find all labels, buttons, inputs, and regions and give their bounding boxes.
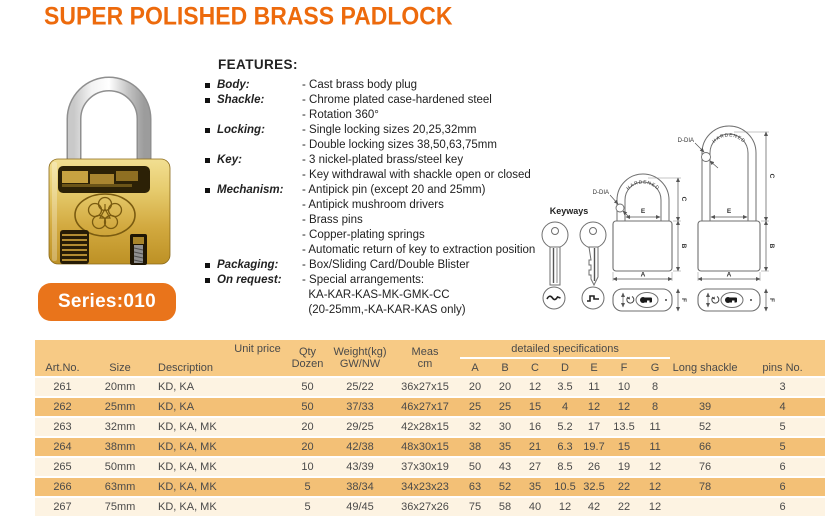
table-cell: 22 xyxy=(608,498,640,516)
table-cell: 32.5 xyxy=(580,478,608,496)
col-header-description: Description xyxy=(150,340,230,376)
table-cell: KD, KA xyxy=(150,398,230,416)
table-cell: 30 xyxy=(490,418,520,436)
table-cell: 12 xyxy=(608,398,640,416)
table-cell: 8 xyxy=(640,378,670,396)
feature-line: - Double locking sizes 38,50,63,75mm xyxy=(302,139,497,151)
table-cell: 13.5 xyxy=(608,418,640,436)
table-cell xyxy=(230,458,285,476)
weight-line2: GW/NW xyxy=(339,358,381,370)
table-cell: 12 xyxy=(640,458,670,476)
table-cell: 19 xyxy=(608,458,640,476)
feature-line: - Box/Sliding Card/Double Blister xyxy=(302,259,470,271)
table-cell: 63mm xyxy=(90,478,150,496)
table-cell: 17 xyxy=(580,418,608,436)
col-header-weight xyxy=(330,340,390,376)
qty-line1: Qty xyxy=(298,346,317,358)
feature-label: Packaging: xyxy=(205,258,302,273)
col-header-size: Size xyxy=(90,340,150,376)
feature-line: - Cast brass body plug xyxy=(302,79,418,91)
feature-item xyxy=(205,93,535,123)
keyway-profile-icon xyxy=(543,287,565,309)
table-cell: 25 xyxy=(460,398,490,416)
feature-label: Key: xyxy=(205,153,302,168)
table-cell: 35 xyxy=(520,478,550,496)
table-cell: 22 xyxy=(608,478,640,496)
d-dia-label: D-DIA xyxy=(677,138,694,144)
feature-line: - Single locking sizes 20,25,32mm xyxy=(302,124,477,136)
table-cell: 6.3 xyxy=(550,438,580,456)
square-bullet-icon xyxy=(205,188,210,193)
feature-line: - Rotation 360° xyxy=(302,109,379,121)
series-badge: Series:010 xyxy=(38,283,176,321)
padlock-photo xyxy=(33,57,185,267)
table-cell: 38/34 xyxy=(330,478,390,496)
col-header-artno: Art.No. xyxy=(35,340,90,376)
padlock-photo-svg xyxy=(33,57,185,267)
weight-line1: Weight(kg) xyxy=(333,346,387,358)
table-cell: 42/38 xyxy=(330,438,390,456)
table-cell: 39 xyxy=(670,398,740,416)
table-cell: 12 xyxy=(640,478,670,496)
feature-line: - Antipick pin (except 20 and 25mm) xyxy=(302,184,486,196)
table-cell: KD, KA xyxy=(150,378,230,396)
col-header-qty xyxy=(285,340,330,376)
table-cell: 43/39 xyxy=(330,458,390,476)
hardened-label: HARDENED xyxy=(712,133,746,145)
col-header-b: B xyxy=(490,359,520,376)
table-cell: 50 xyxy=(285,378,330,396)
table-cell: 11 xyxy=(580,378,608,396)
technical-diagram xyxy=(520,101,832,327)
table-cell xyxy=(670,378,740,396)
table-cell: 40 xyxy=(520,498,550,516)
table-cell xyxy=(230,438,285,456)
table-row xyxy=(35,478,825,496)
dim-e-label: E xyxy=(726,208,732,215)
table-cell xyxy=(230,478,285,496)
table-cell: 25mm xyxy=(90,398,150,416)
table-cell: 38mm xyxy=(90,438,150,456)
col-header-long-shackle: Long shackle xyxy=(670,340,740,376)
feature-item xyxy=(205,183,535,258)
padlock-body xyxy=(49,159,170,265)
table-cell: 21 xyxy=(520,438,550,456)
table-cell: 262 xyxy=(35,398,90,416)
feature-line: - Chrome plated case-hardened steel xyxy=(302,94,492,106)
table-cell: 15 xyxy=(608,438,640,456)
col-header-e: E xyxy=(580,359,608,376)
features-heading: FEATURES: xyxy=(218,57,298,72)
col-header-f: F xyxy=(608,359,640,376)
feature-lines xyxy=(302,123,497,153)
spec-table-body xyxy=(35,378,825,516)
table-row xyxy=(35,418,825,436)
feature-line: - Key withdrawal with shackle open or closed xyxy=(302,169,531,181)
table-cell: 42x28x15 xyxy=(390,418,460,436)
feature-label: Mechanism: xyxy=(205,183,302,198)
keyway-profile-icon xyxy=(582,287,604,309)
table-cell: 5.2 xyxy=(550,418,580,436)
feature-item xyxy=(205,273,535,318)
table-cell: 11 xyxy=(640,418,670,436)
table-cell: 32mm xyxy=(90,418,150,436)
table-cell: 5 xyxy=(285,498,330,516)
table-cell xyxy=(230,498,285,516)
table-cell: 52 xyxy=(490,478,520,496)
table-row xyxy=(35,398,825,416)
dim-c-label: C xyxy=(768,173,775,179)
col-header-d: D xyxy=(550,359,580,376)
feature-item xyxy=(205,153,535,183)
dim-f-label: F xyxy=(768,298,775,302)
right-cutaway xyxy=(130,234,147,265)
table-cell xyxy=(230,378,285,396)
table-cell: 10 xyxy=(608,378,640,396)
col-header-meas xyxy=(390,340,460,376)
qty-line2: Dozen xyxy=(291,358,324,370)
square-bullet-icon xyxy=(205,278,210,283)
table-cell: 42 xyxy=(580,498,608,516)
table-cell: 4 xyxy=(740,398,825,416)
table-cell: 16 xyxy=(520,418,550,436)
table-cell: 3 xyxy=(740,378,825,396)
table-cell: 6 xyxy=(740,498,825,516)
feature-label: Shackle: xyxy=(205,93,302,108)
table-cell: 29/25 xyxy=(330,418,390,436)
page-title: SUPER POLISHED BRASS PADLOCK xyxy=(44,2,453,31)
table-cell: 5 xyxy=(740,438,825,456)
table-cell: 11 xyxy=(640,438,670,456)
feature-line: - Antipick mushroom drivers xyxy=(302,199,444,211)
feature-lines xyxy=(302,258,469,273)
table-cell: 263 xyxy=(35,418,90,436)
table-cell: 264 xyxy=(35,438,90,456)
table-row xyxy=(35,438,825,456)
hardened-label: HARDENED xyxy=(626,180,660,192)
table-cell: 50 xyxy=(460,458,490,476)
col-header-unit-price: Unit price xyxy=(230,340,285,376)
table-cell: 261 xyxy=(35,378,90,396)
square-bullet-icon xyxy=(205,83,210,88)
table-cell xyxy=(230,418,285,436)
table-cell: KD, KA, MK xyxy=(150,418,230,436)
table-cell: 4 xyxy=(550,398,580,416)
table-cell: 78 xyxy=(670,478,740,496)
dim-e-label: E xyxy=(640,208,646,215)
table-cell: 25/22 xyxy=(330,378,390,396)
table-cell: 10.5 xyxy=(550,478,580,496)
table-cell: 19.7 xyxy=(580,438,608,456)
feature-line: - Automatic return of key to extraction position xyxy=(302,244,536,256)
table-cell: 48x30x15 xyxy=(390,438,460,456)
table-cell: 6 xyxy=(740,478,825,496)
table-cell: 20 xyxy=(490,378,520,396)
table-cell: 266 xyxy=(35,478,90,496)
table-cell: 20 xyxy=(460,378,490,396)
feature-line: - Special arrangements: xyxy=(302,274,425,286)
bottom-view xyxy=(698,289,775,311)
table-cell: 76 xyxy=(670,458,740,476)
left-cutaway xyxy=(60,230,89,264)
dim-b-label: B xyxy=(768,243,775,249)
table-cell: KD, KA, MK xyxy=(150,458,230,476)
feature-line: (20-25mm,-KA-KAR-KAS only) xyxy=(302,304,466,316)
table-cell: 36x27x26 xyxy=(390,498,460,516)
table-cell: 34x23x23 xyxy=(390,478,460,496)
col-header-a: A xyxy=(460,359,490,376)
table-cell: 32 xyxy=(460,418,490,436)
feature-line: - 3 nickel-plated brass/steel key xyxy=(302,154,464,166)
dim-a-label: A xyxy=(640,271,646,279)
table-cell: 66 xyxy=(670,438,740,456)
feature-lines xyxy=(302,153,531,183)
table-cell: 15 xyxy=(520,398,550,416)
table-cell: 38 xyxy=(460,438,490,456)
table-cell: 20 xyxy=(285,438,330,456)
table-cell: 50mm xyxy=(90,458,150,476)
table-cell: 35 xyxy=(490,438,520,456)
table-cell: 37/33 xyxy=(330,398,390,416)
feature-item xyxy=(205,258,535,273)
table-cell: 58 xyxy=(490,498,520,516)
table-cell: 46x27x17 xyxy=(390,398,460,416)
meas-line2: cm xyxy=(417,358,433,370)
group-header-detailed-specs: detailed specifications xyxy=(460,340,670,357)
table-cell: 20 xyxy=(285,418,330,436)
table-cell: 63 xyxy=(460,478,490,496)
table-cell: 3.5 xyxy=(550,378,580,396)
table-cell xyxy=(670,498,740,516)
dim-f-label: F xyxy=(680,298,687,302)
table-cell: 6 xyxy=(740,458,825,476)
key-icon xyxy=(580,222,606,285)
table-cell: KD, KA, MK xyxy=(150,478,230,496)
padlock-diagram-long xyxy=(678,130,775,311)
feature-line: - Brass pins xyxy=(302,214,363,226)
table-cell: 75 xyxy=(460,498,490,516)
feature-line: KA-KAR-KAS-MK-GMK-CC xyxy=(302,289,450,301)
table-cell: 5 xyxy=(740,418,825,436)
table-cell: 75mm xyxy=(90,498,150,516)
table-row xyxy=(35,458,825,476)
meas-line1: Meas xyxy=(411,346,439,358)
table-cell: 27 xyxy=(520,458,550,476)
feature-item xyxy=(205,123,535,153)
feature-label: Body: xyxy=(205,78,302,93)
col-header-g: G xyxy=(640,359,670,376)
table-cell: 12 xyxy=(520,378,550,396)
shackle xyxy=(74,84,144,169)
padlock-diagram-short xyxy=(593,178,687,311)
table-cell: 37x30x19 xyxy=(390,458,460,476)
square-bullet-icon xyxy=(205,98,210,103)
table-cell: 52 xyxy=(670,418,740,436)
features-section xyxy=(205,57,535,318)
feature-lines xyxy=(302,273,466,318)
col-header-c: C xyxy=(520,359,550,376)
table-row xyxy=(35,498,825,516)
feature-label: On request: xyxy=(205,273,302,288)
col-header-pins: pins No. xyxy=(740,340,825,376)
spec-table xyxy=(35,338,825,518)
table-cell: 8.5 xyxy=(550,458,580,476)
d-dia-label: D-DIA xyxy=(592,190,609,196)
table-cell: 43 xyxy=(490,458,520,476)
table-cell: 50 xyxy=(285,398,330,416)
table-cell: 265 xyxy=(35,458,90,476)
table-cell: 267 xyxy=(35,498,90,516)
dim-c-label: C xyxy=(680,196,687,202)
feature-line: - Copper-plating springs xyxy=(302,229,425,241)
diagram-svg xyxy=(520,101,832,327)
table-cell: 8 xyxy=(640,398,670,416)
keyways-label: Keyways xyxy=(549,206,589,216)
dim-b-label: B xyxy=(680,243,687,249)
d-dia-circle xyxy=(702,153,711,162)
square-bullet-icon xyxy=(205,128,210,133)
table-cell: 36x27x15 xyxy=(390,378,460,396)
square-bullet-icon xyxy=(205,158,210,163)
feature-lines xyxy=(302,183,535,258)
table-cell: KD, KA, MK xyxy=(150,498,230,516)
table-row xyxy=(35,378,825,396)
table-cell: 20mm xyxy=(90,378,150,396)
table-cell: 49/45 xyxy=(330,498,390,516)
feature-lines xyxy=(302,93,492,123)
features-list xyxy=(205,78,535,318)
square-bullet-icon xyxy=(205,263,210,268)
bottom-view xyxy=(613,289,687,311)
key-icon xyxy=(542,222,568,285)
table-cell: 12 xyxy=(640,498,670,516)
feature-label: Locking: xyxy=(205,123,302,138)
feature-lines xyxy=(302,78,417,93)
table-cell: 25 xyxy=(490,398,520,416)
table-cell: KD, KA, MK xyxy=(150,438,230,456)
table-cell xyxy=(230,398,285,416)
dim-a-label: A xyxy=(726,271,732,279)
feature-item xyxy=(205,78,535,93)
table-cell: 12 xyxy=(580,398,608,416)
table-cell: 10 xyxy=(285,458,330,476)
table-cell: 5 xyxy=(285,478,330,496)
d-dia-circle xyxy=(616,204,624,212)
table-cell: 26 xyxy=(580,458,608,476)
spec-table-header xyxy=(35,340,825,376)
table-cell: 12 xyxy=(550,498,580,516)
